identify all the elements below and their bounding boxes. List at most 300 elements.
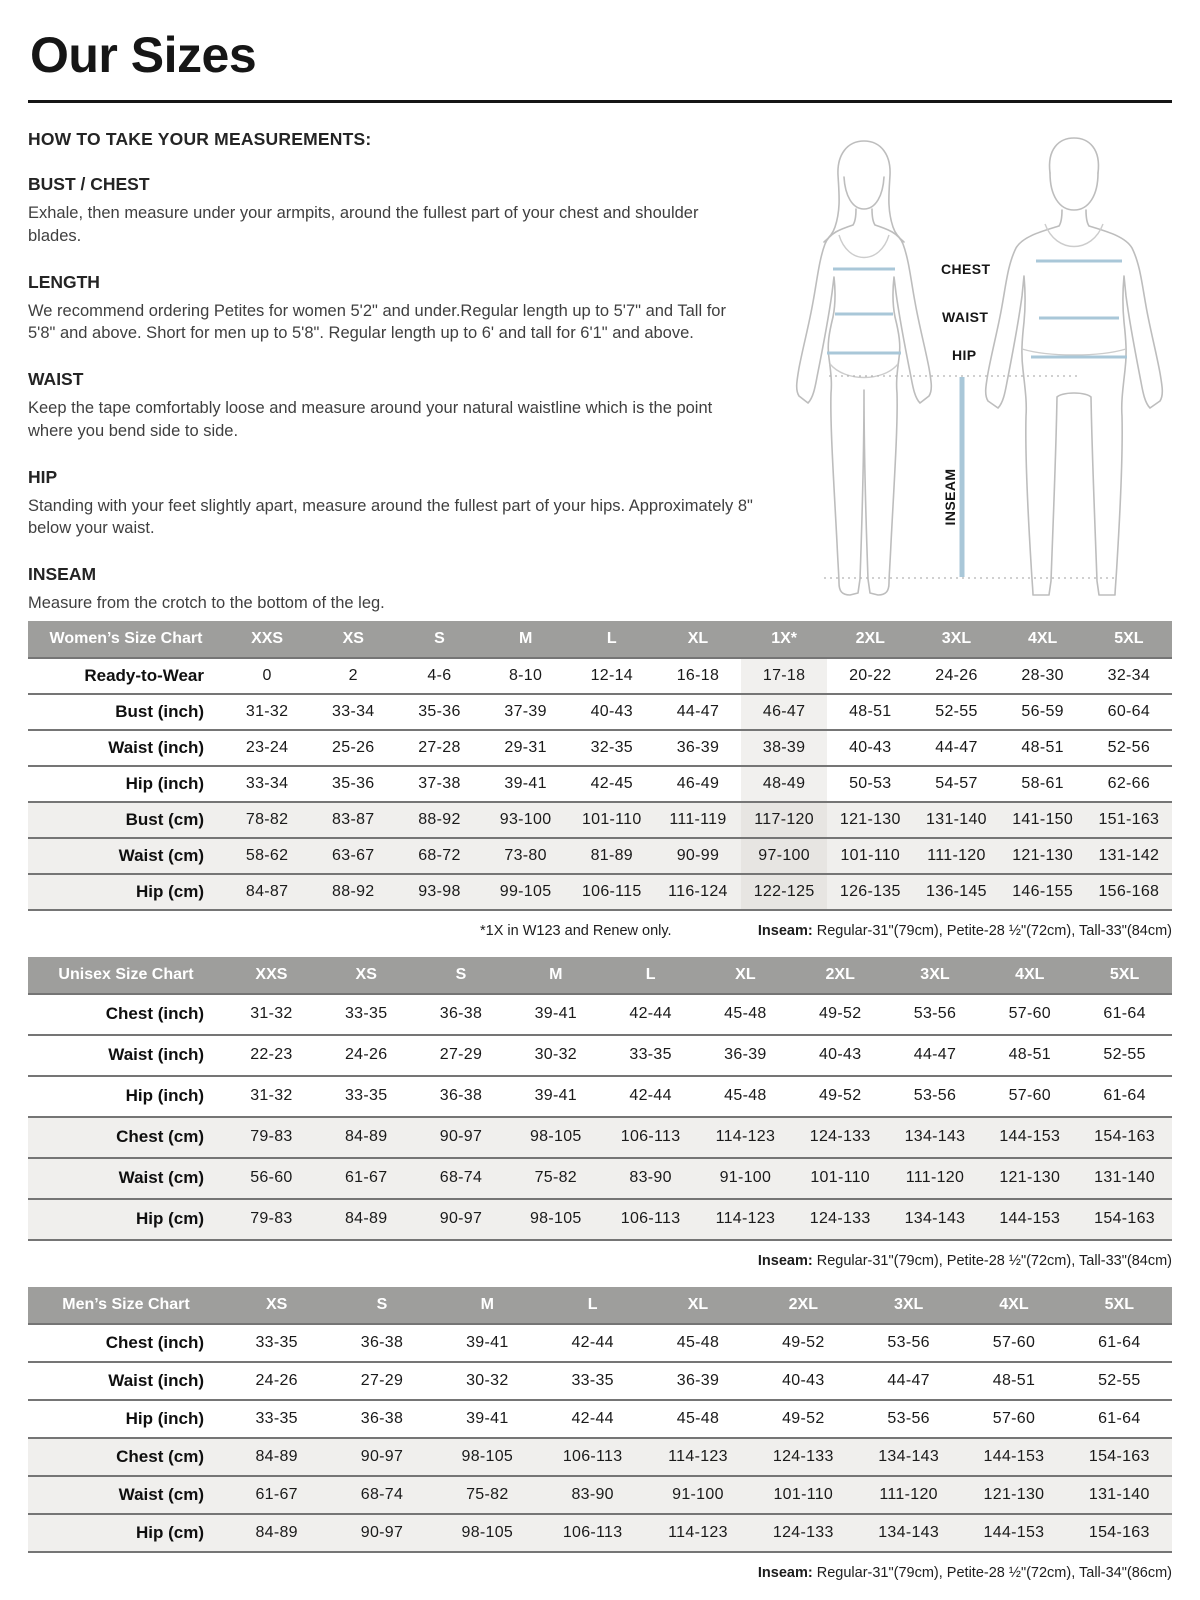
size-cell: 39-41 (483, 766, 569, 802)
size-cell: 84-89 (319, 1199, 414, 1240)
size-cell: 33-35 (603, 1035, 698, 1076)
title-divider (28, 100, 1172, 103)
one-x-note: *1X in W123 and Renew only. (480, 922, 672, 939)
size-cell: 44-47 (655, 694, 741, 730)
table-row (28, 1324, 1172, 1362)
size-cell: 134-143 (888, 1117, 983, 1158)
size-cell: 53-56 (888, 994, 983, 1035)
mens-size-chart (28, 1287, 1172, 1553)
female-figure (797, 141, 932, 595)
size-cell: 35-36 (396, 694, 482, 730)
size-cell: 30-32 (435, 1362, 540, 1400)
size-cell: 27-28 (396, 730, 482, 766)
header-row (28, 621, 1172, 658)
header-row (28, 1287, 1172, 1324)
size-cell: 49-52 (793, 994, 888, 1035)
table-row (28, 802, 1172, 838)
size-cell: 56-60 (224, 1158, 319, 1199)
size-cell: 98-105 (508, 1199, 603, 1240)
size-cell: 49-52 (751, 1324, 856, 1362)
size-cell: 57-60 (982, 994, 1077, 1035)
size-cell: 131-140 (1077, 1158, 1172, 1199)
size-cell: 117-120 (741, 802, 827, 838)
inseam-label: INSEAM (942, 468, 958, 526)
size-cell: 45-48 (698, 994, 793, 1035)
size-cell: 17-18 (741, 658, 827, 694)
table-row (28, 994, 1172, 1035)
size-column-header: XS (319, 957, 414, 994)
instructions-heading: HOW TO TAKE YOUR MEASUREMENTS: (28, 129, 372, 149)
table-row (28, 1035, 1172, 1076)
size-cell: 61-67 (319, 1158, 414, 1199)
size-cell: 88-92 (310, 874, 396, 910)
size-cell: 106-113 (540, 1438, 645, 1476)
size-cell: 2 (310, 658, 396, 694)
instruction-title: LENGTH (28, 271, 100, 292)
waist-label: WAIST (942, 309, 989, 325)
size-cell: 44-47 (856, 1362, 961, 1400)
size-cell: 75-82 (435, 1476, 540, 1514)
womens-size-chart (28, 621, 1172, 911)
size-cell: 39-41 (435, 1324, 540, 1362)
unisex-size-chart (28, 957, 1172, 1241)
size-cell: 33-35 (224, 1324, 329, 1362)
size-cell: 68-72 (396, 838, 482, 874)
size-column-header: XL (698, 957, 793, 994)
size-cell: 48-51 (1000, 730, 1086, 766)
size-cell: 24-26 (913, 658, 999, 694)
womens-inseam-note (758, 923, 1172, 939)
size-cell: 101-110 (569, 802, 655, 838)
size-cell: 48-51 (827, 694, 913, 730)
size-cell: 24-26 (224, 1362, 329, 1400)
size-cell: 75-82 (508, 1158, 603, 1199)
size-cell: 83-90 (540, 1476, 645, 1514)
row-label: Chest (cm) (28, 1438, 224, 1476)
row-label: Chest (inch) (28, 994, 224, 1035)
size-cell: 106-113 (540, 1514, 645, 1552)
size-cell: 36-38 (329, 1324, 434, 1362)
size-cell: 79-83 (224, 1199, 319, 1240)
size-cell: 33-35 (319, 994, 414, 1035)
size-column-header: S (396, 621, 482, 658)
size-column-header: S (414, 957, 509, 994)
size-cell: 73-80 (483, 838, 569, 874)
row-label: Waist (cm) (28, 1158, 224, 1199)
size-cell: 52-55 (1067, 1362, 1172, 1400)
size-cell: 32-34 (1086, 658, 1172, 694)
size-cell: 36-38 (414, 994, 509, 1035)
size-column-header: 5XL (1077, 957, 1172, 994)
size-cell: 63-67 (310, 838, 396, 874)
size-cell: 36-39 (698, 1035, 793, 1076)
table-row (28, 838, 1172, 874)
size-cell: 131-140 (1067, 1476, 1172, 1514)
chest-label: CHEST (941, 261, 991, 277)
size-cell: 136-145 (913, 874, 999, 910)
size-cell: 68-74 (329, 1476, 434, 1514)
size-column-header: L (540, 1287, 645, 1324)
size-column-header: 5XL (1067, 1287, 1172, 1324)
size-column-header: M (483, 621, 569, 658)
size-cell: 57-60 (982, 1076, 1077, 1117)
inseam-note-text: Regular-31"(79cm), Petite-28 ½"(72cm), Tall-34"(86cm) (812, 1564, 1172, 1581)
size-cell: 53-56 (888, 1076, 983, 1117)
instruction-title: WAIST (28, 369, 84, 390)
size-cell: 39-41 (435, 1400, 540, 1438)
size-column-header: XS (224, 1287, 329, 1324)
row-label: Hip (cm) (28, 1514, 224, 1552)
male-figure (986, 138, 1163, 595)
size-cell: 156-168 (1086, 874, 1172, 910)
size-cell: 33-35 (224, 1400, 329, 1438)
size-cell: 154-163 (1067, 1514, 1172, 1552)
size-cell: 126-135 (827, 874, 913, 910)
size-cell: 114-123 (698, 1199, 793, 1240)
table-row (28, 1438, 1172, 1476)
instruction-body: Exhale, then measure under your armpits, around the fullest part of your chest and shoulder blades. (28, 204, 699, 245)
size-cell: 36-38 (414, 1076, 509, 1117)
size-cell: 78-82 (224, 802, 310, 838)
size-cell: 24-26 (319, 1035, 414, 1076)
instruction-body: We recommend ordering Petites for women 5'2" and under.Regular length up to 5'7" and Tall for 5'8" and above. Short for men up to 5'8". Regular length up to 6' and tall for 6'1" and above. (28, 301, 726, 343)
size-cell: 42-44 (603, 994, 698, 1035)
size-cell: 61-64 (1067, 1400, 1172, 1438)
size-cell: 121-130 (827, 802, 913, 838)
size-column-header: XL (655, 621, 741, 658)
size-cell: 50-53 (827, 766, 913, 802)
size-column-header: 3XL (888, 957, 983, 994)
size-cell: 106-113 (603, 1117, 698, 1158)
size-column-header: XS (310, 621, 396, 658)
size-cell: 58-62 (224, 838, 310, 874)
size-cell: 144-153 (982, 1117, 1077, 1158)
size-cell: 61-64 (1077, 1076, 1172, 1117)
size-cell: 58-61 (1000, 766, 1086, 802)
size-cell: 52-55 (1077, 1035, 1172, 1076)
row-label: Hip (inch) (28, 766, 224, 802)
inseam-note-label: Inseam: (757, 922, 813, 939)
size-cell: 111-120 (888, 1158, 983, 1199)
instruction-length (28, 272, 754, 346)
size-column-header: L (603, 957, 698, 994)
size-cell: 29-31 (483, 730, 569, 766)
size-column-header: 1X* (741, 621, 827, 658)
size-column-header: 4XL (961, 1287, 1066, 1324)
size-cell: 84-89 (224, 1438, 329, 1476)
size-cell: 37-38 (396, 766, 482, 802)
row-label: Ready-to-Wear (28, 658, 224, 694)
row-label: Waist (cm) (28, 1476, 224, 1514)
size-cell: 131-140 (913, 802, 999, 838)
size-cell: 124-133 (793, 1199, 888, 1240)
size-cell: 48-51 (961, 1362, 1066, 1400)
size-cell: 57-60 (961, 1324, 1066, 1362)
size-cell: 151-163 (1086, 802, 1172, 838)
table-row (28, 1514, 1172, 1552)
instruction-waist (28, 369, 754, 443)
size-column-header: L (569, 621, 655, 658)
size-cell: 124-133 (793, 1117, 888, 1158)
table-row (28, 766, 1172, 802)
size-cell: 90-99 (655, 838, 741, 874)
instruction-hip (28, 467, 754, 541)
size-cell: 90-97 (414, 1199, 509, 1240)
size-column-header: 3XL (856, 1287, 961, 1324)
table-row (28, 1199, 1172, 1240)
size-cell: 16-18 (655, 658, 741, 694)
size-cell: 28-30 (1000, 658, 1086, 694)
size-cell: 90-97 (329, 1438, 434, 1476)
table-title: Unisex Size Chart (28, 957, 224, 994)
size-cell: 154-163 (1067, 1438, 1172, 1476)
size-cell: 154-163 (1077, 1199, 1172, 1240)
size-cell: 88-92 (396, 802, 482, 838)
size-column-header: S (329, 1287, 434, 1324)
womens-footnote (28, 923, 1172, 939)
instruction-body: Measure from the crotch to the bottom of the leg. (28, 594, 385, 613)
size-cell: 121-130 (982, 1158, 1077, 1199)
size-column-header: M (508, 957, 603, 994)
size-cell: 45-48 (698, 1076, 793, 1117)
size-cell: 48-49 (741, 766, 827, 802)
size-cell: 46-47 (741, 694, 827, 730)
size-cell: 33-35 (319, 1076, 414, 1117)
size-cell: 98-105 (508, 1117, 603, 1158)
size-cell: 124-133 (751, 1514, 856, 1552)
size-cell: 36-39 (655, 730, 741, 766)
size-cell: 56-59 (1000, 694, 1086, 730)
size-cell: 8-10 (483, 658, 569, 694)
size-cell: 32-35 (569, 730, 655, 766)
size-cell: 12-14 (569, 658, 655, 694)
inseam-note-label: Inseam: (757, 1564, 813, 1581)
size-cell: 90-97 (329, 1514, 434, 1552)
size-cell: 39-41 (508, 994, 603, 1035)
size-cell: 101-110 (827, 838, 913, 874)
size-cell: 31-32 (224, 1076, 319, 1117)
row-label: Bust (inch) (28, 694, 224, 730)
size-cell: 83-87 (310, 802, 396, 838)
size-cell: 93-98 (396, 874, 482, 910)
table-title: Men’s Size Chart (28, 1287, 224, 1324)
row-label: Waist (inch) (28, 1362, 224, 1400)
size-cell: 33-34 (310, 694, 396, 730)
hip-label: HIP (952, 347, 977, 363)
size-cell: 31-32 (224, 694, 310, 730)
row-label: Waist (cm) (28, 838, 224, 874)
size-cell: 52-55 (913, 694, 999, 730)
size-cell: 42-44 (603, 1076, 698, 1117)
size-cell: 36-39 (645, 1362, 750, 1400)
size-cell: 144-153 (961, 1438, 1066, 1476)
size-column-header: M (435, 1287, 540, 1324)
size-cell: 54-57 (913, 766, 999, 802)
table-row (28, 694, 1172, 730)
page-title: Our Sizes (30, 27, 257, 83)
table-row (28, 1362, 1172, 1400)
size-cell: 42-44 (540, 1324, 645, 1362)
size-cell: 35-36 (310, 766, 396, 802)
table-row (28, 1076, 1172, 1117)
row-label: Hip (inch) (28, 1400, 224, 1438)
table-row (28, 1476, 1172, 1514)
size-cell: 25-26 (310, 730, 396, 766)
size-column-header: 3XL (913, 621, 999, 658)
size-column-header: XXS (224, 957, 319, 994)
size-cell: 33-34 (224, 766, 310, 802)
size-cell: 40-43 (793, 1035, 888, 1076)
row-label: Chest (inch) (28, 1324, 224, 1362)
size-cell: 99-105 (483, 874, 569, 910)
size-cell: 91-100 (645, 1476, 750, 1514)
row-label: Waist (inch) (28, 1035, 224, 1076)
size-cell: 134-143 (888, 1199, 983, 1240)
size-cell: 61-64 (1077, 994, 1172, 1035)
size-cell: 141-150 (1000, 802, 1086, 838)
size-cell: 53-56 (856, 1324, 961, 1362)
size-cell: 53-56 (856, 1400, 961, 1438)
size-cell: 134-143 (856, 1514, 961, 1552)
mens-footnote (28, 1565, 1172, 1581)
instruction-body: Keep the tape comfortably loose and measure around your natural waistline which is the point where you bend side to side. (28, 399, 713, 440)
measurement-instructions-section (28, 125, 1172, 615)
inseam-note-text: Regular-31"(79cm), Petite-28 ½"(72cm), Tall-33"(84cm) (812, 922, 1172, 939)
size-cell: 48-51 (982, 1035, 1077, 1076)
size-column-header: 5XL (1086, 621, 1172, 658)
size-column-header: 4XL (1000, 621, 1086, 658)
size-cell: 57-60 (961, 1400, 1066, 1438)
size-cell: 61-67 (224, 1476, 329, 1514)
size-column-header: XL (645, 1287, 750, 1324)
size-cell: 33-35 (540, 1362, 645, 1400)
measurement-diagram (766, 125, 1172, 605)
body-measurement-illustration (766, 125, 1172, 605)
size-cell: 93-100 (483, 802, 569, 838)
size-cell: 84-89 (319, 1117, 414, 1158)
size-cell: 114-123 (645, 1514, 750, 1552)
size-cell: 111-119 (655, 802, 741, 838)
row-label: Hip (inch) (28, 1076, 224, 1117)
row-label: Bust (cm) (28, 802, 224, 838)
size-cell: 52-56 (1086, 730, 1172, 766)
size-cell: 144-153 (961, 1514, 1066, 1552)
size-cell: 61-64 (1067, 1324, 1172, 1362)
instruction-body: Standing with your feet slightly apart, measure around the fullest part of your hips. Approximately 8" below your waist. (28, 496, 753, 538)
table-title: Women’s Size Chart (28, 621, 224, 658)
size-cell: 154-163 (1077, 1117, 1172, 1158)
size-cell: 101-110 (751, 1476, 856, 1514)
size-cell: 27-29 (329, 1362, 434, 1400)
size-cell: 4-6 (396, 658, 482, 694)
instruction-bust-chest (28, 174, 754, 248)
size-column-header: 2XL (793, 957, 888, 994)
size-cell: 98-105 (435, 1514, 540, 1552)
size-cell: 45-48 (645, 1400, 750, 1438)
size-cell: 62-66 (1086, 766, 1172, 802)
size-cell: 106-113 (603, 1199, 698, 1240)
row-label: Waist (inch) (28, 730, 224, 766)
size-cell: 111-120 (913, 838, 999, 874)
instruction-title: HIP (28, 466, 58, 487)
row-label: Hip (cm) (28, 874, 224, 910)
table-row (28, 874, 1172, 910)
row-label: Hip (cm) (28, 1199, 224, 1240)
size-column-header: 2XL (751, 1287, 856, 1324)
size-cell: 31-32 (224, 994, 319, 1035)
size-cell: 90-97 (414, 1117, 509, 1158)
size-cell: 101-110 (793, 1158, 888, 1199)
size-cell: 122-125 (741, 874, 827, 910)
size-cell: 36-38 (329, 1400, 434, 1438)
size-cell: 49-52 (793, 1076, 888, 1117)
size-cell: 114-123 (698, 1117, 793, 1158)
table-row (28, 730, 1172, 766)
size-cell: 68-74 (414, 1158, 509, 1199)
size-cell: 39-41 (508, 1076, 603, 1117)
size-cell: 83-90 (603, 1158, 698, 1199)
table-row (28, 1400, 1172, 1438)
size-cell: 121-130 (961, 1476, 1066, 1514)
table-row (28, 658, 1172, 694)
size-cell: 111-120 (856, 1476, 961, 1514)
instruction-title: BUST / CHEST (28, 174, 150, 194)
size-cell: 134-143 (856, 1438, 961, 1476)
size-cell: 84-87 (224, 874, 310, 910)
size-cell: 22-23 (224, 1035, 319, 1076)
row-label: Chest (cm) (28, 1117, 224, 1158)
size-cell: 60-64 (1086, 694, 1172, 730)
size-cell: 44-47 (913, 730, 999, 766)
size-cell: 37-39 (483, 694, 569, 730)
size-cell: 79-83 (224, 1117, 319, 1158)
size-cell: 23-24 (224, 730, 310, 766)
size-cell: 49-52 (751, 1400, 856, 1438)
table-row (28, 1117, 1172, 1158)
size-cell: 124-133 (751, 1438, 856, 1476)
inseam-note-label: Inseam: (757, 1252, 813, 1269)
size-cell: 121-130 (1000, 838, 1086, 874)
size-cell: 98-105 (435, 1438, 540, 1476)
size-cell: 146-155 (1000, 874, 1086, 910)
size-cell: 0 (224, 658, 310, 694)
size-cell: 42-44 (540, 1400, 645, 1438)
size-cell: 131-142 (1086, 838, 1172, 874)
size-cell: 91-100 (698, 1158, 793, 1199)
size-cell: 38-39 (741, 730, 827, 766)
size-cell: 144-153 (982, 1199, 1077, 1240)
instructions-column (28, 125, 754, 615)
size-cell: 30-32 (508, 1035, 603, 1076)
unisex-footnote (28, 1253, 1172, 1269)
size-cell: 116-124 (655, 874, 741, 910)
size-column-header: 4XL (982, 957, 1077, 994)
size-cell: 40-43 (827, 730, 913, 766)
header-row (28, 957, 1172, 994)
size-column-header: 2XL (827, 621, 913, 658)
size-cell: 40-43 (569, 694, 655, 730)
size-cell: 40-43 (751, 1362, 856, 1400)
size-cell: 84-89 (224, 1514, 329, 1552)
size-cell: 27-29 (414, 1035, 509, 1076)
instruction-title: INSEAM (28, 564, 97, 585)
size-cell: 106-115 (569, 874, 655, 910)
instruction-inseam (28, 564, 754, 615)
size-cell: 42-45 (569, 766, 655, 802)
size-cell: 97-100 (741, 838, 827, 874)
size-cell: 45-48 (645, 1324, 750, 1362)
size-cell: 20-22 (827, 658, 913, 694)
